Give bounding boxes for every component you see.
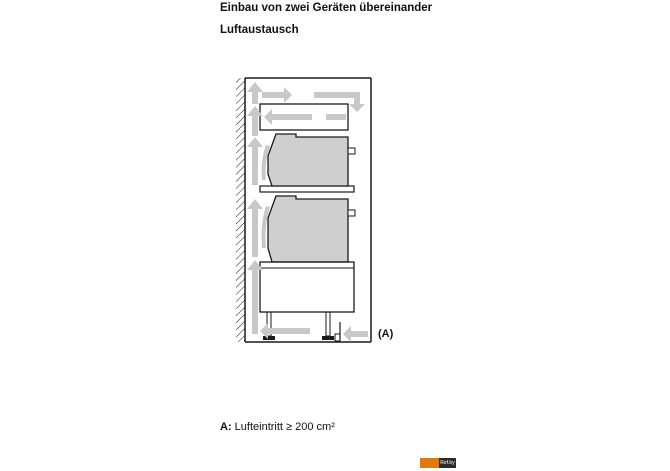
airflow-cabinet-inner-right xyxy=(326,114,346,120)
airflow-rise-3-head xyxy=(247,137,263,147)
legend-key: A: xyxy=(220,421,232,433)
badge-accent xyxy=(420,458,439,468)
airflow-rise-3 xyxy=(252,143,258,185)
section-subtitle: Luftaustausch xyxy=(220,24,299,36)
source-badge xyxy=(420,458,456,468)
callout-label-a: (A) xyxy=(378,328,394,340)
airflow-rise-2-head xyxy=(247,199,263,209)
airflow-bottom-flow xyxy=(268,328,310,334)
legend-line xyxy=(220,421,335,433)
upper-appliance-knob xyxy=(348,148,355,154)
airflow-down-right-head xyxy=(349,104,365,112)
lower-cabinet xyxy=(260,262,354,312)
upper-appliance xyxy=(268,134,348,186)
airflow-arrow-in-head xyxy=(343,326,351,342)
lower-appliance-knob xyxy=(348,210,355,216)
vent-grille xyxy=(335,334,340,341)
left-foot xyxy=(263,336,275,340)
middle-shelf xyxy=(260,186,354,192)
airflow-rise-1 xyxy=(252,266,258,334)
lower-appliance xyxy=(268,196,348,262)
airflow-top-flow-head xyxy=(247,82,263,92)
wall-hatching xyxy=(236,78,245,342)
page-title: Einbau von zwei Geräten übereinander xyxy=(220,2,433,14)
right-foot xyxy=(322,336,334,340)
airflow-top-right-2 xyxy=(314,92,354,98)
badge-label: Ref.by xyxy=(440,460,455,466)
legend-text: Lufteintritt ≥ 200 cm² xyxy=(234,421,335,433)
right-leg xyxy=(326,312,330,336)
airflow-down-right xyxy=(354,92,360,104)
airflow-cabinet-inner xyxy=(272,114,312,120)
airflow-top-right-1 xyxy=(262,92,284,98)
airflow-top-right-1-head xyxy=(284,87,292,103)
airflow-cabinet-inner-head xyxy=(264,109,272,125)
airflow-arrow-in xyxy=(351,331,368,337)
airflow-rise-2 xyxy=(252,205,258,257)
